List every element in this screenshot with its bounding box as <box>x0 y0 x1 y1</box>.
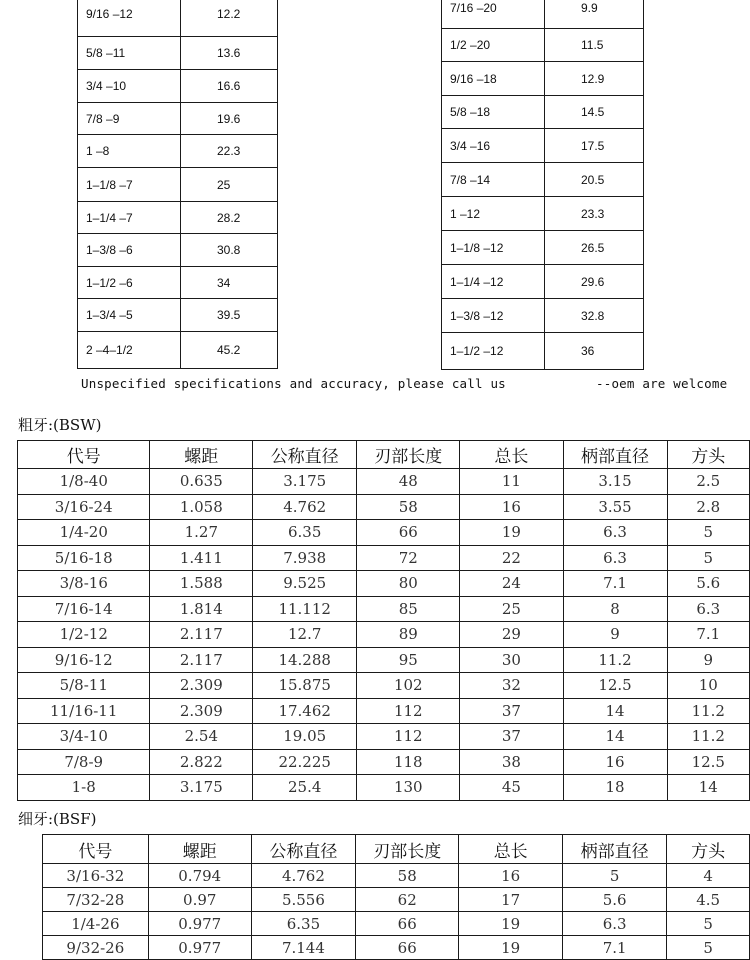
table-cell: 38 <box>460 749 563 775</box>
thread-value: 20.5 <box>545 163 644 197</box>
table-cell: 0.977 <box>148 936 251 960</box>
column-header: 螺距 <box>148 835 251 864</box>
table-cell: 72 <box>357 545 460 571</box>
thread-value: 19.6 <box>181 103 278 135</box>
table-cell: 3/16-32 <box>43 864 149 888</box>
size-row <box>78 267 278 299</box>
table-cell: 11.2 <box>667 698 749 724</box>
size-row <box>78 0 278 37</box>
table-cell: 3.15 <box>563 469 667 495</box>
table-cell: 1.27 <box>150 520 253 546</box>
unspecified-note: Unspecified specifications and accuracy, please call us <box>81 376 506 391</box>
thread-value: 11.5 <box>545 29 644 62</box>
column-header: 公称直径 <box>251 835 355 864</box>
table-row <box>43 864 750 888</box>
table-cell: 1.411 <box>150 545 253 571</box>
oem-note: --oem are welcome <box>596 376 728 391</box>
bsw-header-row <box>18 441 750 469</box>
table-cell: 62 <box>356 888 459 912</box>
table-cell: 3.55 <box>563 494 667 520</box>
thread-value: 29.6 <box>545 265 644 299</box>
table-cell: 14 <box>563 698 667 724</box>
table-cell: 2.822 <box>150 749 253 775</box>
bsw-section-title: 粗牙:(BSW) <box>18 416 102 434</box>
thread-value: 45.2 <box>181 332 278 369</box>
table-cell: 80 <box>357 571 460 597</box>
table-cell: 12.7 <box>253 622 357 648</box>
table-cell: 3.175 <box>253 469 357 495</box>
table-cell: 16 <box>563 749 667 775</box>
table-cell: 5/16-18 <box>18 545 150 571</box>
thread-code: 7/8 –9 <box>78 103 181 135</box>
table-row <box>18 724 750 750</box>
table-cell: 24 <box>460 571 563 597</box>
size-row <box>442 333 644 370</box>
table-cell: 6.3 <box>563 520 667 546</box>
table-cell: 12.5 <box>667 749 749 775</box>
size-row <box>442 231 644 265</box>
thread-code: 1–1/2 –6 <box>78 267 181 299</box>
table-cell: 19.05 <box>253 724 357 750</box>
table-cell: 7/16-14 <box>18 596 150 622</box>
thread-code: 1–1/4 –7 <box>78 202 181 234</box>
thread-code: 1 –8 <box>78 135 181 168</box>
table-cell: 16 <box>460 494 563 520</box>
table-cell: 95 <box>357 647 460 673</box>
table-cell: 6.3 <box>563 545 667 571</box>
table-cell: 18 <box>563 775 667 801</box>
thread-code: 1–1/4 –12 <box>442 265 545 299</box>
table-row <box>18 673 750 699</box>
size-row <box>78 202 278 234</box>
table-cell: 0.794 <box>148 864 251 888</box>
thread-code: 3/4 –16 <box>442 129 545 163</box>
thread-code: 3/4 –10 <box>78 70 181 103</box>
size-row <box>442 29 644 62</box>
table-row <box>18 469 750 495</box>
top-left-size-table <box>77 0 278 369</box>
table-cell: 7.144 <box>251 936 355 960</box>
top-right-size-table <box>441 0 644 370</box>
thread-code: 1–1/8 –7 <box>78 168 181 202</box>
thread-code: 1 –12 <box>442 197 545 231</box>
thread-value: 14.5 <box>545 96 644 129</box>
thread-value: 9.9 <box>545 0 644 29</box>
bsw-spec-table <box>17 440 750 801</box>
thread-code: 2 –4–1/2 <box>78 332 181 369</box>
table-cell: 102 <box>357 673 460 699</box>
thread-value: 30.8 <box>181 234 278 267</box>
table-cell: 2.309 <box>150 698 253 724</box>
table-cell: 5 <box>563 864 667 888</box>
table-row <box>18 520 750 546</box>
table-row <box>43 912 750 936</box>
size-row <box>442 197 644 231</box>
column-header: 柄部直径 <box>563 441 667 469</box>
table-cell: 17.462 <box>253 698 357 724</box>
table-cell: 0.977 <box>148 912 251 936</box>
table-row <box>43 936 750 960</box>
table-cell: 85 <box>357 596 460 622</box>
table-cell: 9.525 <box>253 571 357 597</box>
table-cell: 19 <box>459 936 563 960</box>
table-cell: 32 <box>460 673 563 699</box>
column-header: 总长 <box>459 835 563 864</box>
table-cell: 9/32-26 <box>43 936 149 960</box>
thread-code: 1–3/8 –12 <box>442 299 545 333</box>
table-cell: 1/2-12 <box>18 622 150 648</box>
table-cell: 15.875 <box>253 673 357 699</box>
thread-code: 9/16 –12 <box>78 0 181 37</box>
table-row <box>18 596 750 622</box>
table-cell: 58 <box>357 494 460 520</box>
column-header: 刃部长度 <box>357 441 460 469</box>
thread-code: 1/2 –20 <box>442 29 545 62</box>
size-row <box>442 96 644 129</box>
table-cell: 5.6 <box>563 888 667 912</box>
column-header: 代号 <box>43 835 149 864</box>
table-cell: 4 <box>667 864 750 888</box>
column-header: 方头 <box>667 835 750 864</box>
table-cell: 25 <box>460 596 563 622</box>
size-row <box>78 332 278 369</box>
table-cell: 5.6 <box>667 571 749 597</box>
size-row <box>442 163 644 197</box>
column-header: 公称直径 <box>253 441 357 469</box>
thread-value: 17.5 <box>545 129 644 163</box>
bsf-spec-table <box>42 834 750 960</box>
size-row <box>78 234 278 267</box>
thread-code: 5/8 –11 <box>78 37 181 70</box>
table-cell: 9 <box>563 622 667 648</box>
table-cell: 29 <box>460 622 563 648</box>
table-cell: 2.309 <box>150 673 253 699</box>
table-cell: 14.288 <box>253 647 357 673</box>
table-row <box>18 494 750 520</box>
table-row <box>18 571 750 597</box>
table-cell: 3/16-24 <box>18 494 150 520</box>
table-cell: 0.635 <box>150 469 253 495</box>
size-row <box>78 103 278 135</box>
table-cell: 9/16-12 <box>18 647 150 673</box>
table-cell: 3.175 <box>150 775 253 801</box>
table-cell: 7.938 <box>253 545 357 571</box>
table-cell: 130 <box>357 775 460 801</box>
table-cell: 118 <box>357 749 460 775</box>
table-cell: 1.588 <box>150 571 253 597</box>
table-row <box>43 888 750 912</box>
table-cell: 1.058 <box>150 494 253 520</box>
bsf-section-title: 细牙:(BSF) <box>18 810 97 828</box>
table-cell: 17 <box>459 888 563 912</box>
table-cell: 11.2 <box>667 724 749 750</box>
table-cell: 5 <box>667 936 750 960</box>
table-cell: 3/8-16 <box>18 571 150 597</box>
column-header: 代号 <box>18 441 150 469</box>
table-cell: 7/32-28 <box>43 888 149 912</box>
table-cell: 2.117 <box>150 647 253 673</box>
thread-value: 39.5 <box>181 299 278 332</box>
size-row <box>78 70 278 103</box>
table-cell: 66 <box>356 936 459 960</box>
thread-value: 16.6 <box>181 70 278 103</box>
table-cell: 19 <box>460 520 563 546</box>
table-cell: 5 <box>667 912 750 936</box>
thread-value: 23.3 <box>545 197 644 231</box>
table-cell: 22 <box>460 545 563 571</box>
thread-code: 1–3/4 –5 <box>78 299 181 332</box>
column-header: 方头 <box>667 441 749 469</box>
table-cell: 14 <box>563 724 667 750</box>
size-row <box>78 135 278 168</box>
table-cell: 7.1 <box>563 571 667 597</box>
column-header: 总长 <box>460 441 563 469</box>
table-cell: 1.814 <box>150 596 253 622</box>
thread-code: 1–3/8 –6 <box>78 234 181 267</box>
thread-value: 26.5 <box>545 231 644 265</box>
table-row <box>18 775 750 801</box>
thread-value: 34 <box>181 267 278 299</box>
table-cell: 11/16-11 <box>18 698 150 724</box>
table-cell: 37 <box>460 724 563 750</box>
table-cell: 6.35 <box>251 912 355 936</box>
table-cell: 6.3 <box>667 596 749 622</box>
table-cell: 7/8-9 <box>18 749 150 775</box>
table-row <box>18 749 750 775</box>
table-cell: 2.5 <box>667 469 749 495</box>
table-cell: 66 <box>356 912 459 936</box>
table-cell: 19 <box>459 912 563 936</box>
table-cell: 2.8 <box>667 494 749 520</box>
size-row <box>442 129 644 163</box>
thread-code: 9/16 –18 <box>442 62 545 96</box>
table-cell: 10 <box>667 673 749 699</box>
table-cell: 1/4-26 <box>43 912 149 936</box>
table-cell: 5.556 <box>251 888 355 912</box>
thread-value: 13.6 <box>181 37 278 70</box>
column-header: 刃部长度 <box>356 835 459 864</box>
table-cell: 6.35 <box>253 520 357 546</box>
table-cell: 4.762 <box>253 494 357 520</box>
table-cell: 1/4-20 <box>18 520 150 546</box>
table-cell: 4.762 <box>251 864 355 888</box>
column-header: 螺距 <box>150 441 253 469</box>
table-cell: 4.5 <box>667 888 750 912</box>
table-cell: 16 <box>459 864 563 888</box>
table-cell: 22.225 <box>253 749 357 775</box>
table-cell: 5 <box>667 520 749 546</box>
table-cell: 112 <box>357 698 460 724</box>
column-header: 柄部直径 <box>563 835 667 864</box>
table-cell: 7.1 <box>667 622 749 648</box>
thread-value: 12.2 <box>181 0 278 37</box>
table-cell: 6.3 <box>563 912 667 936</box>
thread-value: 28.2 <box>181 202 278 234</box>
table-cell: 0.97 <box>148 888 251 912</box>
table-cell: 11.112 <box>253 596 357 622</box>
size-row <box>442 0 644 29</box>
table-cell: 30 <box>460 647 563 673</box>
table-cell: 37 <box>460 698 563 724</box>
table-cell: 48 <box>357 469 460 495</box>
thread-value: 12.9 <box>545 62 644 96</box>
size-row <box>442 62 644 96</box>
table-cell: 58 <box>356 864 459 888</box>
table-cell: 5 <box>667 545 749 571</box>
thread-value: 25 <box>181 168 278 202</box>
table-cell: 8 <box>563 596 667 622</box>
table-cell: 89 <box>357 622 460 648</box>
table-cell: 1/8-40 <box>18 469 150 495</box>
table-row <box>18 545 750 571</box>
table-cell: 1-8 <box>18 775 150 801</box>
table-cell: 25.4 <box>253 775 357 801</box>
thread-value: 22.3 <box>181 135 278 168</box>
table-cell: 14 <box>667 775 749 801</box>
table-cell: 11 <box>460 469 563 495</box>
table-cell: 12.5 <box>563 673 667 699</box>
table-row <box>18 647 750 673</box>
table-cell: 11.2 <box>563 647 667 673</box>
bsf-header-row <box>43 835 750 864</box>
size-row <box>442 265 644 299</box>
size-row <box>78 37 278 70</box>
table-cell: 66 <box>357 520 460 546</box>
table-cell: 45 <box>460 775 563 801</box>
table-cell: 2.117 <box>150 622 253 648</box>
table-cell: 3/4-10 <box>18 724 150 750</box>
table-cell: 9 <box>667 647 749 673</box>
size-row <box>442 299 644 333</box>
thread-code: 1–1/2 –12 <box>442 333 545 370</box>
thread-code: 1–1/8 –12 <box>442 231 545 265</box>
thread-value: 32.8 <box>545 299 644 333</box>
table-cell: 112 <box>357 724 460 750</box>
thread-value: 36 <box>545 333 644 370</box>
size-row <box>78 299 278 332</box>
table-row <box>18 622 750 648</box>
thread-code: 7/16 –20 <box>442 0 545 29</box>
table-cell: 2.54 <box>150 724 253 750</box>
thread-code: 7/8 –14 <box>442 163 545 197</box>
table-cell: 7.1 <box>563 936 667 960</box>
size-row <box>78 168 278 202</box>
thread-code: 5/8 –18 <box>442 96 545 129</box>
table-cell: 5/8-11 <box>18 673 150 699</box>
table-row <box>18 698 750 724</box>
